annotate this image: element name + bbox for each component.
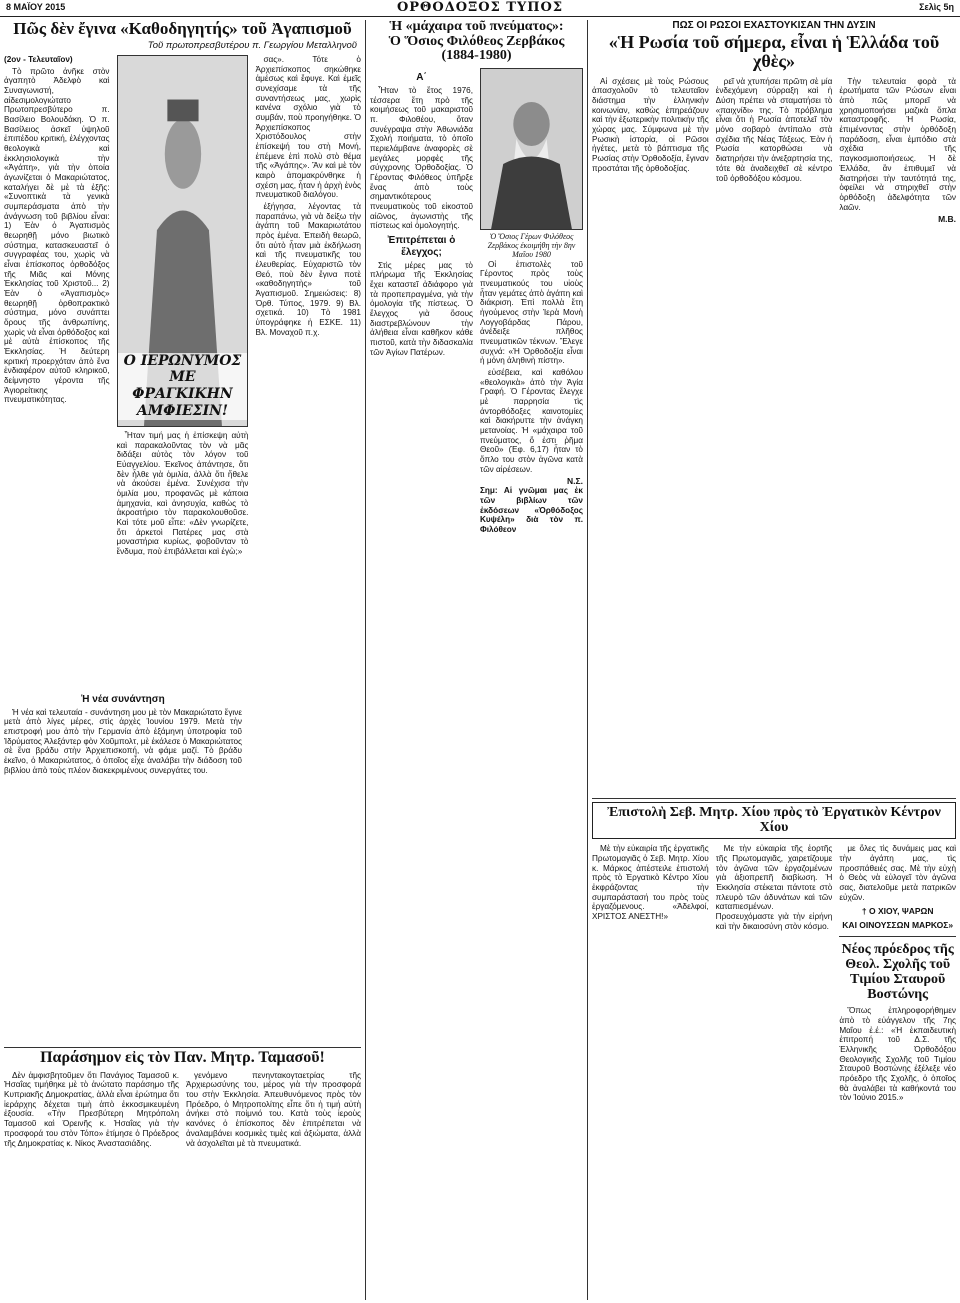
article-chios-letter [592, 802, 956, 1302]
article-title: Παράσημον εἰς τὸν Παν. Μητρ. Ταμασοῦ! [40, 1050, 325, 1066]
column-divider [587, 20, 588, 1300]
column-divider [365, 20, 366, 1300]
author-signature: Ν.Σ. [567, 476, 583, 487]
footnote: Σημ: Αἱ γνῶμαι μας ἐκ τῶν βιβλίων τῶν ἐκδόσεων «Ὀρθόδοξος Κυψέλη» διὰ τὸν π. Φιλόθεον [480, 486, 583, 535]
section-heading: Ἐπιτρέπεται ὁ ἔλεγχος; [387, 234, 456, 258]
article-column [255, 55, 361, 675]
article-column [839, 844, 956, 1302]
article-column [4, 690, 242, 1040]
article-column [592, 77, 709, 795]
article-text: Στὶς μέρες μας τὸ πλήρωμα τῆς Ἐκκλησίας ἔχει καταστεῖ ἀδιάφορο γιὰ τὰ προπεπραγμένα, γιὰ τὴν ὁμολογία τῆς πίστεως. Ὁ ἔλεγχος γιὰ ὅσους διαστρεβλώνουν τὴν ἀλήθεια εἶναι καθῆκον κάθε πιστοῦ, κατὰ τὴν διδασκαλία τῶν Ἁγίων Πατέρων. [370, 260, 473, 357]
article-text: Αἱ σχέσεις μὲ τοὺς Ρώσους ἀπασχολοῦν τὸ τελευταῖον διάστημα τὴν ἑλληνικὴν κοινωνίαν, καθὼς ἐπηρεάζουν καὶ τὴν ἐξωτερικὴν πολιτικὴν τῆς χώρας μας. Σύμφωνα μὲ τὴν Ρωσικὴ ἱστορία, οἱ Ρῶσοι ἡγέτες, μετὰ τὸ βάπτισμα τῆς Ρωσίας στὴν Ὀρθοδοξία, ἔγιναν προστάται τῆς ὀρθοδοξίας. [592, 76, 709, 173]
article-text: Μὲ τὴν εὐκαιρία τῆς ἐργατικῆς Πρωτομαγιᾶς ὁ Σεβ. Μητρ. Χίου κ. Μάρκος ἀπέστειλε ἐπιστολή πρὸς τὸ Ἐργατικὸ Κέντρο Χίου ἐκφράζοντας τὴν συμπαράστασή του πρὸς τοὺς ἐργαζόμενους. «Ἀδελφοί, ΧΡΙΣΤΟΣ ΑΝΕΣΤΗ!» [592, 844, 709, 922]
article-text: Τὸ πρῶτο ἀνῆκε στὸν ἀγαπητὸ Ἀδελφὸ καὶ Συναγωνιστή, αἰδεσιμολογιώτατο Πρωτοπρεσβύτερο π. Βασίλειο Βολουδάκη. Ὁ π. Βασίλειος ἀσκεῖ ὑψηλοῦ ἐπιπέδου κριτική, ἐλέγχοντας θεολογικὰ καὶ ἐκκλησιολογικὰ τὴν «Ἀγάπη», γιὰ τὴν ὁποία ἀγωνίζεται ὁ Μακαριώτατος, καταλήγει δὲ μὲ τὰ ἑξῆς: «Συνοπτικὰ τὰ γενικὰ συμπεράσματα ἀπὸ τὴν ἀνάγνωση τοῦ βιβλίου εἶναι: 1) Ἐὰν ὁ Ἀγαπισμὸς θεωρηθῇ μόνο βιωτικὸ σύστημα, κατασκευαστεῖ ὁ συγγραφέας του, χωρὶς νὰ εἶναι ἐπίσκοπος ὀρθοδόξος τῆς Μιᾶς καὶ Μόνης Ἐκκλησίας τοῦ Χριστοῦ... 2) Ἐὰν ὁ «Ἀγαπισμὸς» θεωρηθῇ ὀρθοπρακτικὸ σύστημα, μόνο συνάπτει ὅρους τῆς ἀνθρωπίνης, χωρὶς νὰ εἶναι ὀρθόδοξος καὶ μὲ αὐτὰ ἐπίσκοπος τῆς Ἐκκλησίας. Ἡ δεύτερη κριτική προερχόταν ἀπὸ ἕνα ἐνδιαφέρον αὐτοῦ κληρικοῦ, δείμνηστο γέροντα τῆς Ἁγιορείτικης πνευματικότητας. [4, 66, 110, 405]
article-column [4, 1071, 179, 1291]
archival-photo [117, 55, 249, 427]
article-column [716, 844, 833, 1302]
article-column [117, 55, 249, 675]
article-text: ἐξήγησα, λέγοντας τὰ παραπάνω, γιὰ νὰ δείξω τὴν ἀγάπη τοῦ Μακαριωτάτου πρὸς ἐμένα. Ἐπειδὴ θεωρῶ, ὅτι αὐτὸ ἦταν μιὰ ἐκδήλωση καὶ τῆς πνευματικῆς του ἐλευθερίας. Εὐχαριστῶ τὸν Θεό, ποὺ δὲν ἔγινα ποτὲ «καθοδηγητὴς» τοῦ Ἀγαπισμοῦ. Σημειώσεις: 8) Ὀρθ. Τύπος, 1979. 9) Βλ. σχετικά. 10) Τὸ 1981 ὑπογράφηκε ἡ ΕΣΚΕ. 11) Βλ. Μοναχοῦ π.χ. [255, 201, 361, 337]
article-column [4, 55, 110, 675]
article-text: ρεῖ νὰ χτυπήσει πρῶτη σὲ μία ἐνδεχόμενη σύρραξη καὶ ἡ Δύση πρέπει νὰ σταματήσει τὸ «παιχνίδι» της. Τὸ πρόβλημα εἶναι ὅτι ἡ Ρωσία ἀποτελεῖ τὸν μόνο σοβαρὸ ἀντίπαλο στὰ σχέδια τῆς Νέας Τάξεως. Ἐὰν ἡ Ρωσία κατορθώσει νὰ διατηρήσει τὴν ἀνεξαρτησία της, τότε θὰ ἀναδειχθεῖ σὲ κέντρο τοῦ ὀρθοδόξου κόσμου. [715, 76, 833, 183]
section-divider [592, 798, 956, 799]
article-text: Δὲν ἀμφισβητοῦμεν ὅτι Πανάγιος Ταμασοῦ κ. Ἡσαΐας τιμήθηκε μὲ τὸ ἀνώτατο παράσημο τῆς Κυπριακῆς Δημοκρατίας, ἀλλὰ εἶναι ἐρώτημα ὅτι ἱεράρχης δέχεται τιμὴ ἀπὸ ἐκκοσμικευμένη ἐξουσία. «Τὴν Πρεσβύτερη Μητρόπολη Ταμασοῦ καὶ Ὀρεινῆς κ. Ἡσαΐας γιὰ τὴν προσφορά του στὸν Τόπο» ἐτίμησε ὁ Πρόεδρος τῆς Δημοκρατίας κ. Νίκος Ἀναστασιάδης. [4, 1070, 179, 1148]
section-divider [839, 936, 956, 937]
article-agapismos-continued [4, 690, 242, 1045]
article-column [839, 77, 956, 795]
article-title: Ἐπιστολὴ Σεβ. Μητρ. Χίου πρὸς τὸ Ἐργατικὸν Κέντρον Χίου [592, 802, 956, 839]
page-number: Σελὶς 5η [919, 2, 954, 12]
article-russia [592, 20, 956, 795]
article-kicker: ΠΩΣ ΟΙ ΡΩΣΟΙ ΕΧΑΣΤΟΥΚΙΣΑΝ ΤΗΝ ΔΥΣΙΝ [672, 20, 876, 31]
newspaper-name: ΟΡΘΟΔΟΞΟΣ ΤΥΠΟΣ [396, 0, 564, 15]
photo-caption: Ο ΙΕΡΩΝΥΜΟΣ ΜΕ ΦΡΑΓΚΙΚΗΝ ΑΜΦΙΕΣΙΝ! [118, 353, 248, 420]
article-title: Νέος πρόεδρος τῆς Θεολ. Σχολῆς τοῦ Τιμίου Σταυροῦ Βοστώνης [841, 942, 954, 1002]
article-text: Ὅπως ἐπληροφορήθημεν ἀπὸ τὸ εὐάγγελον τῆς 7ης Μαΐου ἐ.έ.: «Ἡ ἐκπαιδευτικὴ ἐπιτροπή τοῦ Δ.Σ. τῆς Ἑλληνικῆς Ὀρθοδόξου Θεολογικῆς Σχολῆς τοῦ Τιμίου Σταυροῦ Βοστώνης ἐξέλεξε νέο πρόεδρο τῆς Σχολῆς, ὁ ὁποῖος θὰ ἀναλάβει τὰ καθήκοντά του τὸν Ἰούνιο 2015.» [839, 1006, 956, 1103]
article-byline: Τοῦ πρωτοπρεσβυτέρου π. Γεωργίου Μεταλληνοῦ [147, 39, 357, 51]
elder-photo [480, 68, 583, 230]
article-text: με ὅλες τὶς δυνάμεις μας καὶ τὴν ἀγάπη μας, τὶς προσπάθειές σας. Μὲ τὴν εὐχὴ ὁ Θεὸς νὰ εὐλογεῖ τὸν ἀγῶνα σας, διατελοῦμε μετὰ πατρικῶν εὐχῶν. [839, 844, 956, 902]
article-text: γενόμενο πενηντακογταετρίας τῆς Ἀρχιερωσύνης του, μέρος γιὰ τὴν προσφορά του στὴν Ἐκκλησία. Ἀπευθυνόμενος πρὸς τὸν Πρόεδρο, ὁ Μητροπολίτης εἶπε ὅτι ἡ τιμή αὐτὴ ἀνήκει στὸ ποίμνιό του. Κατὰ τοὺς ἱεροὺς κανόνες ὁ ἐπίσκοπος δὲν ἐπιτρέπεται νὰ ἀναλαμβάνει κοσμικὲς τιμὲς καὶ ἀξιώματα, ἀλλὰ νὰ ἀσχολεῖται μὲ τὰ πνευματικά. [186, 1070, 361, 1148]
signoff: † Ο ΧΙΟΥ, ΨΑΡΩΝ [861, 906, 934, 917]
article-text: Ἦταν τιμή μας ἡ ἐπίσκεψη αὐτὴ καὶ παρακαλοῦντας τὸν νὰ μᾶς διδάξει αὐτὸς τὸν λόγον τοῦ Εὐαγγελίου. Ἐκεῖνος ἀπάντησε, ὅτι δὲν ἦλθε γιὰ ὁμιλία, ἀλλὰ ὅτι ἤθελε νὰ ἀκούσει ἐμένα. Συνέχισα τὴν ὁμιλία μου, προφανῶς μὲ κάποια ἀμηχανία, καὶ ἀνησυχία, καθὼς τὸ ἀκροατήριο τὸν παρακολουθοῦσε. Καὶ τότε μοῦ εἶπε: «Δὲν γνωρίζετε, ὅτι ἀρκετοὶ Πατέρες μας στὰ μοναστήρια κυρίως, φοβοῦνταν τὸ ἔνδυμα, ποὺ ἐπιβάλλεται καὶ ἐγὼ;» [116, 430, 249, 556]
author-signature: Μ.Β. [938, 214, 956, 225]
article-column [716, 77, 833, 795]
section-heading: Ἡ νέα συνάντηση [81, 694, 165, 705]
article-agapismos [4, 20, 361, 685]
article-text: Οἱ ἐπιστολὲς τοῦ Γέροντος πρὸς τοὺς πνευματικούς του υἱοὺς ἦταν γεμάτες ἀπὸ ἀγάπη καὶ διάκριση. Ἐπὶ πολλὰ ἔτη ἡγούμενος στὴν Ἱερὰ Μονὴ Λογγοβάρδας Πάρου, ἀνέδειξε πλῆθος πνευματικῶν τέκνων. Ἔλεγε συχνά: «Ἡ Ὀρθοδοξία εἶναι ἡ μόνη ἀληθινὴ πίστη». [480, 259, 583, 366]
article-filotheos [370, 20, 583, 1300]
article-title: Πῶς δὲν ἔγινα «Καθοδηγητής» τοῦ Ἀγαπισμοῦ [13, 20, 352, 38]
article-column [480, 68, 583, 1288]
article-text: Με τὴν εὐκαιρία τῆς ἑορτῆς τῆς Πρωτομαγιᾶς, χαιρετίζουμε τὸν ἀγῶνα τῶν ἐργαζομένων γιὰ ἀξιοπρεπῆ διαβίωση. Ἡ Ἐκκλησία στέκεται πάντοτε στὸ πλευρὸ τῶν ἀδυνάτων καὶ τῶν καταπιεσμένων. Προσευχόμαστε γιὰ τὴν εἰρήνη καὶ τὴν δικαιοσύνη στὸν κόσμο. [715, 844, 833, 931]
article-text: Ἡ νέα καὶ τελευταία - συνάντηση μου μὲ τὸν Μακαριώτατο ἔγινε μετὰ ἀπὸ λίγες μέρες, στὶς ἀρχὲς Ἰουνίου 1979. Μετὰ τὴν επιστροφή μου ἀπὸ τὴν Γερμανία ἀπὸ ἐξάμηνη ὑποτροφία τοῦ Ἱδρύματος Ἀλεξάντερ φὸν Χοῦμπολτ, μὲ ἐκάλεσε ὁ Μακαριώτατος σὲ ἕνα βράδυ στὴν Ἀρχιεπισκοπή, νὰ φάμε μαζί. Τὸ βράδυ ἐκεῖνο, ὁ Μακαριώτατος, ὁ ὁποῖος εἶχε ἀναλάβει τὴν διάδοση τοῦ βιβλίου ἀπὸ τοὺς πλέον διακεκριμένους συνεργάτες του. [4, 707, 242, 775]
section-divider [4, 1047, 361, 1048]
article-column [186, 1071, 361, 1291]
article-title-line2: Ὁ Ὅσιος Φιλόθεος Ζερβάκος (1884-1980) [388, 33, 565, 64]
article-tamassos [4, 1050, 361, 1300]
article-text: εὐσέβεια, καὶ καθόλου «θεολογικὰ» ἀπὸ τὴν Ἁγία Γραφή. Ὁ Γέροντας ἔλεγχε μὲ παρρησία τὶς ἀντορθόδοξες καινοτομίες καὶ διακήρυττε τὴν ἀνάγκη μετανοίας. Ἡ «μάχαιρα τοῦ πνεύματος, ὅ ἐστι ῥῆμα Θεοῦ» (Ἐφ. 6,17) ἦταν τὸ ὅπλο του στὸν ἀγῶνα κατὰ τῶν αἱρέσεων. [480, 368, 583, 474]
article-column [370, 68, 473, 1288]
article-title: «Ἡ Ρωσία τοῦ σήμερα, εἶναι ἡ Ἑλλάδα τοῦ χθὲς» [608, 32, 940, 71]
section-letter: Α΄ [416, 72, 427, 84]
photo-caption: Ὁ Ὅσιος Γέρων Φιλόθεος Ζερβάκος ἐκοιμήθη τὴν 8ην Μαΐου 1980 [487, 232, 576, 260]
article-text: Ἦταν τὸ ἔτος 1976, τέσσερα ἔτη πρὸ τῆς κοιμήσεως τοῦ μακαριστοῦ π. Φιλοθέου, ὅταν συνέγραψα στὴν Ἀθωνιάδα Σχολή ποιήματα, τὸ ὁποῖο περιελάμβανε ἀναφορὲς σὲ μεγάλες μορφὲς τῆς σύγχρονης Ὀρθοδοξίας. Ὁ Γέροντας Φιλόθεος ὑπῆρξε ἕνας ἀπὸ τοὺς σημαντικότερους πνευματικοὺς τοῦ εἰκοστοῦ αἰῶνος, ἀγωνιστὴς τῆς πίστεως καὶ ὁμολογητής. [370, 85, 473, 231]
signoff: ΚΑΙ ΟΙΝΟΥΣΣΩΝ ΜΑΡΚΟΣ» [842, 920, 954, 931]
masthead [0, 0, 960, 17]
article-title-line1: Ἡ «μάχαιρα τοῦ πνεύματος»: [389, 20, 564, 34]
article-text: σας». Τότε ὁ Ἀρχιεπίσκοπος σηκώθηκε ἀμέσως καὶ ἔφυγε. Καὶ ἐμεῖς συνεχίσαμε τὰ τῆς συναντήσεως μας, χωρὶς κανένα σχόλιο γιὰ τὸ συμβάν, ποὺ προηγήθηκε. Ὁ Ἀρχιεπίσκοπος Χριστόδουλος στὴν ἐπίσκεψή του στὴ Μονή, ἐπέμενε ἐπὶ πολὺ στὸ θέμα τῆς «Ἀγάπης». Ἂν καὶ μὲ τὸν καιρὸ ἀπομακρύνθηκε ἡ σχέση μας, ἦταν ἡ ἀρχὴ ἑνὸς πνευματικοῦ διαλόγου. [255, 54, 361, 200]
article-text: Τὴν τελευταία φορὰ τὰ ἐρωτήματα τῶν Ρώσων εἶναι ἀπὸ πῶς μπορεῖ νὰ χρησιμοποιήσει μαζικὰ ὅπλα καταστροφῆς. Ἡ Ρωσία, ἐπιμένοντας στὴν ὀρθόδοξη παράδοση, εἶναι ἐμπόδιο στὰ σχέδια τῆς παγκοσμιοποιήσεως. Ἡ δὲ Ἑλλάδα, ἂν ἐπιθυμεῖ νὰ διατηρήσει τὴν ταυτότητά της, ὀφείλει νὰ στηριχθεῖ στὴν ὀρθόδοξη ἀδελφότητα τῶν λαῶν. [839, 76, 956, 212]
issue-date: 8 ΜΑΪΟΥ 2015 [6, 2, 66, 12]
article-column [592, 844, 709, 1302]
continuation-label: (2ον - Τελευταῖον) [4, 54, 73, 64]
elder-portrait-icon [481, 69, 582, 229]
